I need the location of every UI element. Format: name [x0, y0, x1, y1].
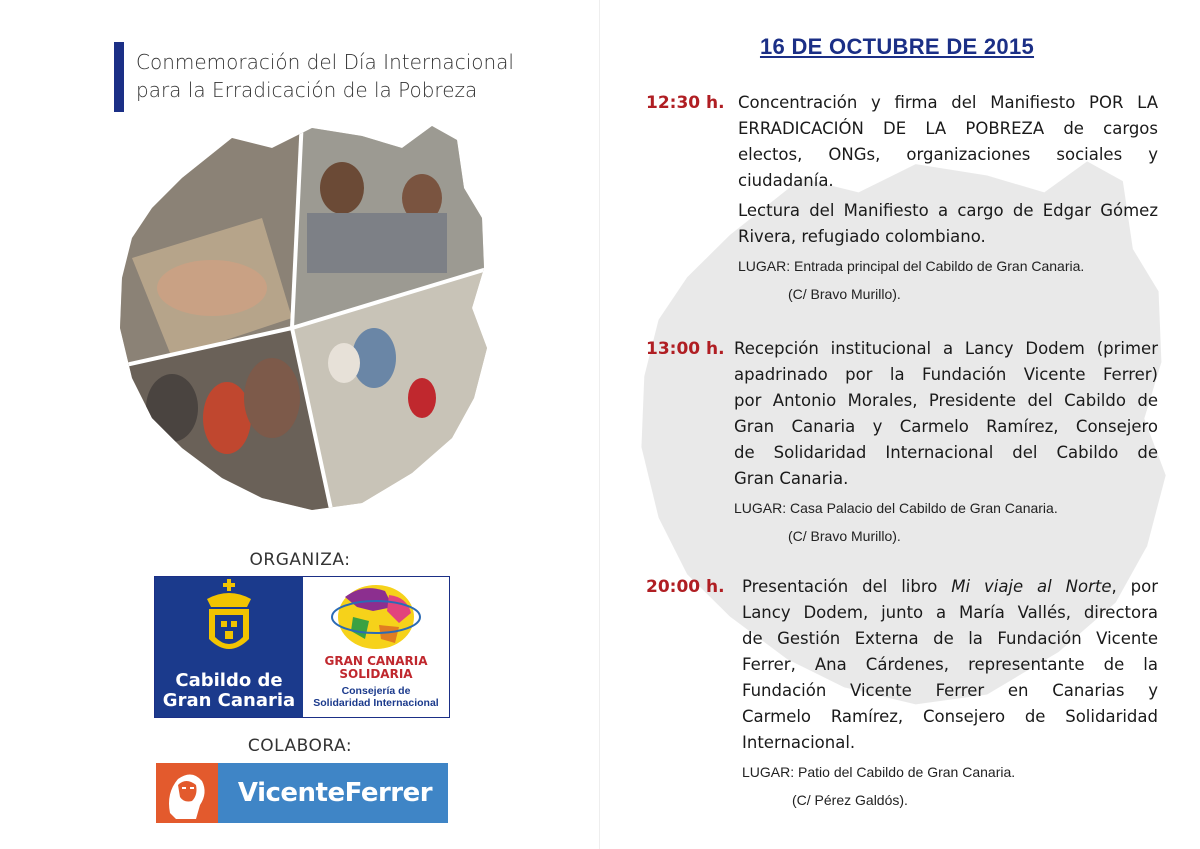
event-line: Gran Canaria.	[734, 469, 849, 488]
island-photo-collage	[112, 118, 490, 514]
gran-canaria-solidaria-logo	[303, 577, 449, 717]
event-line: Gran Canaria y Carmelo Ramírez, Consejero	[734, 417, 1158, 436]
vicente-ferrer-logo	[156, 763, 448, 823]
event-line: ERRADICACIÓN DE LA POBREZA de cargos	[738, 119, 1158, 138]
event-location: LUGAR: Patio del Cabildo de Gran Canaria.	[742, 764, 1016, 780]
cabildo-line-2: Gran Canaria	[162, 690, 296, 711]
right-panel	[600, 0, 1200, 849]
event-time: 20:00 h.	[646, 577, 725, 597]
event-location-address: (C/ Bravo Murillo).	[788, 286, 901, 302]
vicente-ferrer-name: VicenteFerrer	[237, 778, 433, 808]
gcs-line-2: SOLIDARIA	[339, 667, 413, 681]
event-line: Lancy Dodem, junto a María Vallés, directora	[742, 603, 1158, 622]
event-line: por Antonio Morales, Presidente del Cabildo de	[734, 391, 1158, 410]
event-line-1	[742, 574, 1158, 600]
coat-of-arms-icon	[155, 577, 303, 667]
cabildo-line-1: Cabildo de	[175, 670, 283, 691]
event-line: ciudadanía.	[738, 171, 834, 190]
gcs-line-1: GRAN CANARIA	[324, 654, 428, 668]
event-line-1-suffix: , por	[1111, 577, 1158, 596]
event-line: electos, ONGs, organizaciones sociales y	[738, 145, 1158, 164]
event-location-address: (C/ Pérez Galdós).	[792, 792, 908, 808]
title-line-1: Conmemoración del Día Internacional	[136, 50, 514, 74]
event-description	[742, 574, 1158, 812]
world-map-icon	[303, 577, 449, 655]
event-line: de Gestión Externa de la Fundación Vicente	[742, 629, 1158, 648]
event-extra-line: Lectura del Manifiesto a cargo de Edgar Gómez	[738, 201, 1158, 220]
vicente-ferrer-portrait-icon	[156, 763, 218, 823]
event-line: Recepción institucional a Lancy Dodem (primer	[734, 339, 1158, 358]
event-location: LUGAR: Casa Palacio del Cabildo de Gran Canaria.	[734, 500, 1058, 516]
event-line: Concentración y firma del Manifiesto POR LA	[738, 93, 1158, 112]
event-line: Ferrer, Ana Cárdenes, representante de la	[742, 655, 1158, 674]
event-time: 13:00 h.	[646, 339, 725, 359]
event-line: apadrinado por la Fundación Vicente Ferrer)	[734, 365, 1158, 384]
event-line: Carmelo Ramírez, Consejero de Solidaridad	[742, 707, 1158, 726]
colabora-label: COLABORA:	[247, 736, 353, 756]
gcs-subtitle	[303, 685, 449, 709]
event-description	[738, 90, 1158, 306]
event-description	[734, 336, 1158, 548]
event-date: 16 DE OCTUBRE DE 2015	[759, 34, 1035, 59]
cabildo-logo	[155, 577, 303, 717]
event-extra-line: Rivera, refugiado colombiano.	[738, 227, 986, 246]
organizer-logos	[154, 576, 450, 718]
event-line: Fundación Vicente Ferrer en Canarias y	[742, 681, 1158, 700]
event-line: Internacional.	[742, 733, 856, 752]
event-line-1-text: Presentación del libro	[742, 577, 952, 596]
event-location-address: (C/ Bravo Murillo).	[788, 528, 901, 544]
book-title: Mi viaje al Norte	[951, 577, 1112, 596]
commemoration-title	[136, 48, 556, 104]
organiza-label: ORGANIZA:	[249, 550, 351, 570]
event-location: LUGAR: Entrada principal del Cabildo de Gran Canaria.	[738, 258, 1085, 274]
gcs-sub-line-1: Consejería de	[341, 685, 411, 697]
gcs-title	[303, 655, 449, 681]
cabildo-name	[155, 671, 303, 711]
event-time: 12:30 h.	[646, 93, 725, 113]
gcs-sub-line-2: Solidaridad Internacional	[313, 697, 439, 709]
title-accent-bar	[114, 42, 124, 112]
title-line-2: para la Erradicación de la Pobreza	[136, 78, 478, 102]
event-line: de Solidaridad Internacional del Cabildo de	[734, 443, 1158, 462]
